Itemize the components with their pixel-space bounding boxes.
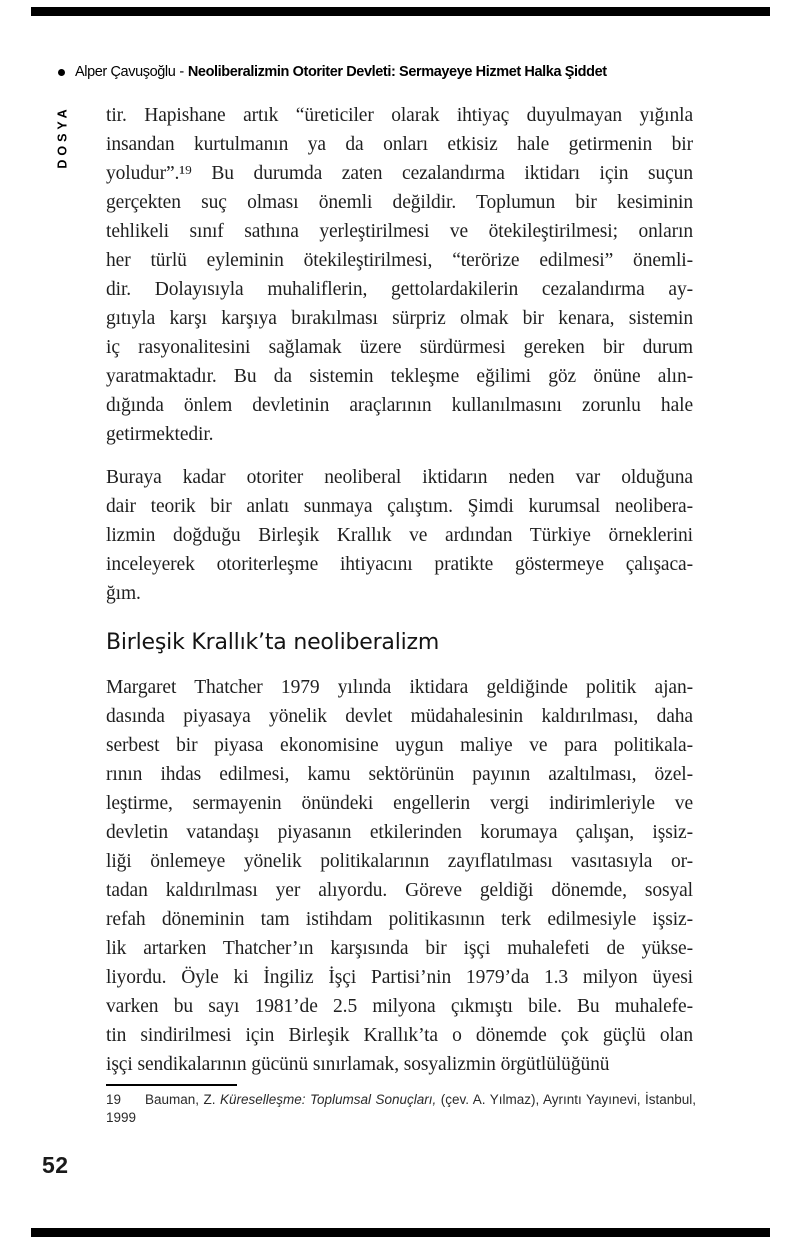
text-line: tadan kaldırılması yer alıyordu. Göreve geldiği dönemde, sosyal xyxy=(106,880,693,901)
text-line: serbest bir piyasa ekonomisine uygun maliye ve para politikala- xyxy=(106,735,693,756)
bottom-rule-bar xyxy=(31,1228,770,1237)
header-separator: - xyxy=(179,64,184,80)
bullet-icon xyxy=(58,69,65,76)
sidebar-vertical-label: DOSYA xyxy=(56,105,70,169)
text-line: gerçekten suç olması önemli değildir. Toplumun bir kesiminin xyxy=(106,192,693,213)
paragraph-1 xyxy=(106,101,693,449)
text-line: yoludur”.¹⁹ Bu durumda zaten cezalandırma iktidarı için suçun xyxy=(106,163,693,184)
text-line: inceleyerek otoriterleşme ihtiyacını pratikte göstermeye çalışaca- xyxy=(106,554,693,575)
footnote xyxy=(106,1091,696,1127)
text-line: ğım. xyxy=(106,583,141,604)
footnote-text-post: (çev. A. Yılmaz), Ayrıntı Yayınevi, İstanbul, 1999 xyxy=(106,1092,696,1125)
text-line: dığında önlem devletinin araçlarının kullanılmasını zorunlu hale xyxy=(106,395,693,416)
header-author: Alper Çavuşoğlu xyxy=(75,64,176,80)
footnote-text-italic: Küreselleşme: Toplumsal Sonuçları, xyxy=(219,1092,437,1107)
footnote-rule xyxy=(106,1084,237,1086)
text-line: refah döneminin tam istihdam politikasının terk edilmesiyle işsiz- xyxy=(106,909,693,930)
text-line: tehlikeli sınıf sathına yerleştirilmesi ve ötekileştirilmesi; onların xyxy=(106,221,693,242)
top-rule-bar xyxy=(31,7,770,16)
text-line: getirmektedir. xyxy=(106,424,214,445)
sidebar-label-wrap xyxy=(48,92,78,182)
text-line: tir. Hapishane artık “üreticiler olarak ihtiyaç duyulmayan yığınla xyxy=(106,105,693,126)
text-line: liyordu. Öyle ki İngiliz İşçi Partisi’nin 1979’da 1.3 milyon üyesi xyxy=(106,967,693,988)
footnote-text-pre: Bauman, Z. xyxy=(145,1092,220,1107)
text-line: iç rasyonalitesini sağlamak üzere sürdürmesi gereken bir durum xyxy=(106,337,693,358)
text-line: leştirme, sermayenin önündeki engellerin vergi indirimleriyle ve xyxy=(106,793,693,814)
text-line: Buraya kadar otoriter neoliberal iktidarın neden var olduğuna xyxy=(106,467,693,488)
paragraph-2 xyxy=(106,463,693,608)
text-line: devletin vatandaşı piyasanın etkilerinden korumaya çalışan, işsiz- xyxy=(106,822,693,843)
text-line: yaratmaktadır. Bu da sistemin tekleşme eğilimi göz önüne alın- xyxy=(106,366,693,387)
text-line: Margaret Thatcher 1979 yılında iktidara geldiğinde politik ajan- xyxy=(106,677,693,698)
text-line: her türlü eyleminin ötekileştirilmesi, “terörize edilmesi” önemli- xyxy=(106,250,693,271)
paragraph-3 xyxy=(106,673,693,1079)
text-line: işçi sendikalarının gücünü sınırlamak, sosyalizmin örgütlülüğünü xyxy=(106,1054,610,1075)
text-line: dir. Dolayısıyla muhaliflerin, gettolardakilerin cezalandırma ay- xyxy=(106,279,693,300)
text-line: lik artarken Thatcher’ın karşısında bir işçi muhalefeti de yükse- xyxy=(106,938,693,959)
footnote-number: 19 xyxy=(106,1092,122,1107)
text-line: liği önlemeye yönelik politikalarının zayıflatılması vasıtasıyla or- xyxy=(106,851,693,872)
text-line: rının ihdas edilmesi, kamu sektörünün payının azaltılması, özel- xyxy=(106,764,693,785)
text-line: dasında piyasaya yönelik devlet müdahalesinin kaldırılması, daha xyxy=(106,706,693,727)
text-line: lizmin doğduğu Birleşik Krallık ve ardından Türkiye örneklerini xyxy=(106,525,693,546)
text-line: varken bu sayı 1981’de 2.5 milyona çıkmıştı bile. Bu muhalefe- xyxy=(106,996,693,1017)
text-line: dair teorik bir anlatı sunmaya çalıştım. Şimdi kurumsal neolibera- xyxy=(106,496,693,517)
text-line: gıtıyla karşı karşıya bırakılması sürpriz olmak bir kenara, sistemin xyxy=(106,308,693,329)
text-line: insandan kurtulmanın ya da onları etkisiz hale getirmenin bir xyxy=(106,134,693,155)
header-book-title: Neoliberalizmin Otoriter Devleti: Sermayeye Hizmet Halka Şiddet xyxy=(187,64,607,80)
text-line: tin sindirilmesi için Birleşik Krallık’ta o dönemde çok güçlü olan xyxy=(106,1025,693,1046)
running-header xyxy=(58,64,758,80)
section-heading: Birleşik Krallık’ta neoliberalizm xyxy=(106,630,440,655)
page-number: 52 xyxy=(42,1152,69,1178)
